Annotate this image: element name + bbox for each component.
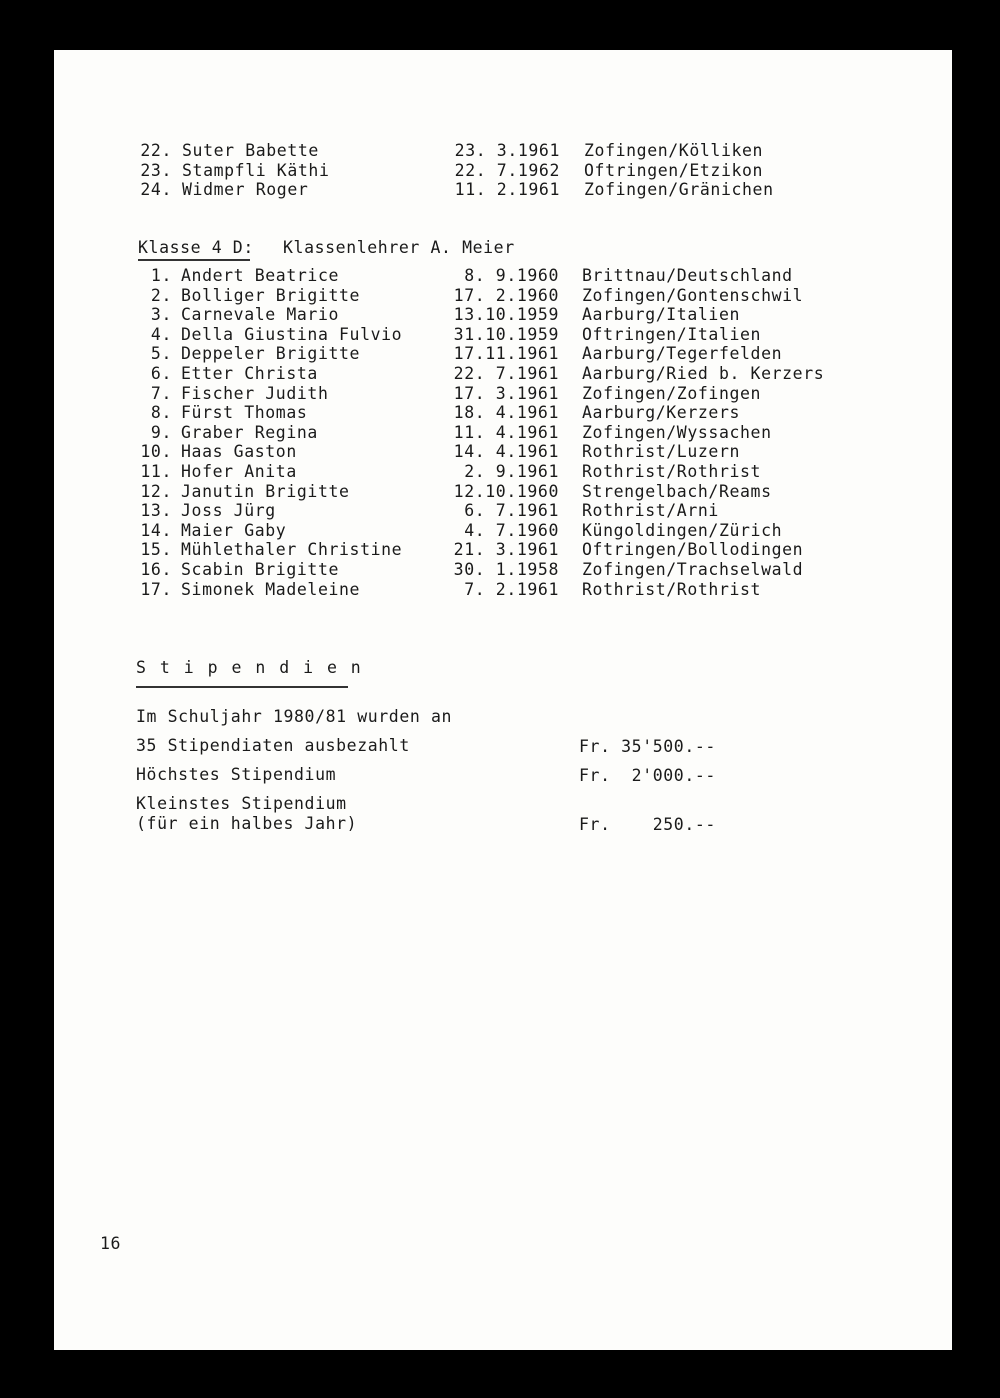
row-number: 8. <box>150 403 172 423</box>
row-name: Maier Gaby <box>181 520 287 540</box>
row-name: Bolliger Brigitte <box>181 285 361 305</box>
row-date: 2. 9.1961 <box>464 462 559 481</box>
row-name: Graber Regina <box>181 422 318 442</box>
stipendien-line3-value: Fr. 2'000.-- <box>579 766 716 785</box>
row-place: Aarburg/Kerzers <box>582 403 741 423</box>
row-place: Brittnau/Deutschland <box>582 266 793 285</box>
row-place: Rothrist/Rothrist <box>582 579 762 599</box>
row-number: 6. <box>150 364 172 383</box>
row-date: 17.11.1961 <box>453 344 559 364</box>
row-date: 7. 2.1961 <box>464 579 559 599</box>
row-date: 8. 9.1960 <box>464 266 559 285</box>
class-label: Klasse 4 D: <box>138 238 254 257</box>
row-name: Fischer Judith <box>181 383 329 403</box>
class-label-underline <box>138 259 250 261</box>
row-name: Fürst Thomas <box>181 403 308 423</box>
stipendien-underline <box>136 686 348 688</box>
row-number: 7. <box>150 383 172 403</box>
row-number: 22. <box>140 141 172 160</box>
row-name: Deppeler Brigitte <box>181 344 361 364</box>
row-name: Suter Babette <box>182 141 319 160</box>
row-number: 24. <box>140 180 172 199</box>
row-date: 30. 1.1958 <box>453 560 559 579</box>
row-name: Scabin Brigitte <box>181 560 340 579</box>
row-place: Zofingen/Zofingen <box>582 383 762 403</box>
row-date: 12.10.1960 <box>453 481 559 501</box>
stipendien-heading: S t i p e n d i e n <box>136 658 363 677</box>
row-number: 13. <box>140 501 172 521</box>
stipendien-line2-value: Fr. 35'500.-- <box>579 737 716 756</box>
document-page <box>54 50 952 1350</box>
row-place: Zofingen/Gränichen <box>584 180 774 199</box>
stipendien-line4-label-a: Kleinstes Stipendium <box>136 794 347 813</box>
row-name: Carnevale Mario <box>181 305 340 325</box>
stipendien-line1: Im Schuljahr 1980/81 wurden an <box>136 707 453 726</box>
row-number: 3. <box>150 305 172 325</box>
stipendien-line4-label-b: (für ein halbes Jahr) <box>136 814 358 833</box>
row-name: Hofer Anita <box>181 462 297 481</box>
page-number: 16 <box>100 1234 122 1253</box>
row-number: 17. <box>140 579 172 599</box>
row-name: Stampfli Käthi <box>182 160 330 180</box>
row-date: 17. 2.1960 <box>453 285 559 305</box>
row-name: Widmer Roger <box>182 180 309 199</box>
row-number: 9. <box>150 422 172 442</box>
row-date: 22. 7.1962 <box>454 160 560 180</box>
row-date: 13.10.1959 <box>453 305 559 325</box>
row-number: 1. <box>150 266 172 285</box>
row-name: Janutin Brigitte <box>181 481 350 501</box>
row-name: Etter Christa <box>181 364 318 383</box>
row-name: Simonek Madeleine <box>181 579 361 599</box>
row-place: Zofingen/Gontenschwil <box>582 285 804 305</box>
class-teacher: Klassenlehrer A. Meier <box>283 238 515 257</box>
row-place: Aarburg/Ried b. Kerzers <box>582 364 825 383</box>
row-name: Andert Beatrice <box>181 266 340 285</box>
row-date: 21. 3.1961 <box>453 540 559 560</box>
row-place: Oftringen/Italien <box>582 324 762 344</box>
row-date: 6. 7.1961 <box>464 501 559 521</box>
row-place: Zofingen/Trachselwald <box>582 560 804 579</box>
row-number: 4. <box>150 324 172 344</box>
row-date: 11. 4.1961 <box>453 422 559 442</box>
row-number: 12. <box>140 481 172 501</box>
row-date: 11. 2.1961 <box>454 180 560 199</box>
row-date: 23. 3.1961 <box>454 141 560 160</box>
row-date: 22. 7.1961 <box>453 364 559 383</box>
row-number: 11. <box>140 462 172 481</box>
row-name: Haas Gaston <box>181 442 297 462</box>
row-place: Zofingen/Kölliken <box>584 141 764 160</box>
stipendien-line3-label: Höchstes Stipendium <box>136 765 337 784</box>
row-name: Joss Jürg <box>181 501 276 521</box>
row-number: 16. <box>140 560 172 579</box>
row-place: Oftringen/Bollodingen <box>582 540 804 560</box>
row-place: Oftringen/Etzikon <box>584 160 764 180</box>
row-number: 10. <box>140 442 172 462</box>
row-place: Zofingen/Wyssachen <box>582 422 772 442</box>
row-name: Della Giustina Fulvio <box>181 324 403 344</box>
row-place: Strengelbach/Reams <box>582 481 772 501</box>
row-place: Aarburg/Tegerfelden <box>582 344 783 364</box>
row-date: 31.10.1959 <box>453 324 559 344</box>
row-date: 18. 4.1961 <box>453 403 559 423</box>
row-date: 4. 7.1960 <box>464 520 559 540</box>
stipendien-line4-value: Fr. 250.-- <box>579 815 716 834</box>
row-place: Küngoldingen/Zürich <box>582 520 783 540</box>
row-date: 14. 4.1961 <box>453 442 559 462</box>
row-number: 14. <box>140 520 172 540</box>
row-name: Mühlethaler Christine <box>181 540 403 560</box>
row-place: Rothrist/Arni <box>582 501 719 521</box>
row-number: 23. <box>140 160 172 180</box>
row-number: 5. <box>150 344 172 364</box>
row-number: 2. <box>150 285 172 305</box>
stipendien-line2-label: 35 Stipendiaten ausbezahlt <box>136 736 410 755</box>
row-number: 15. <box>140 540 172 560</box>
row-place: Rothrist/Rothrist <box>582 462 762 481</box>
row-place: Aarburg/Italien <box>582 305 741 325</box>
row-date: 17. 3.1961 <box>453 383 559 403</box>
row-place: Rothrist/Luzern <box>582 442 741 462</box>
